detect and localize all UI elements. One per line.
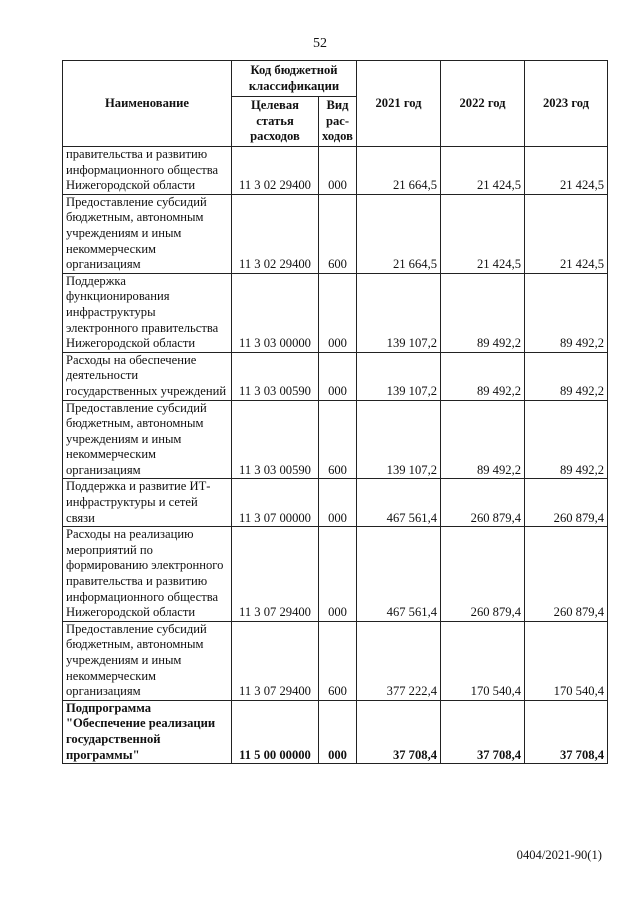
table-row	[63, 479, 608, 527]
table-row	[63, 700, 608, 763]
row-expense-type: 600	[319, 194, 357, 273]
row-name: Подпрограмма "Обеспечение реализации государственной программы"	[63, 700, 232, 763]
header-target-article: Целевая статья расходов	[232, 97, 319, 147]
row-amount-2021: 139 107,2	[357, 400, 441, 479]
row-target-article: 11 5 00 00000	[232, 700, 319, 763]
row-amount-2023: 21 424,5	[525, 194, 608, 273]
row-name: Расходы на обеспечение деятельности государственных учреждений	[63, 352, 232, 400]
row-expense-type: 000	[319, 479, 357, 527]
row-amount-2023: 89 492,2	[525, 352, 608, 400]
table-row	[63, 273, 608, 352]
row-expense-type: 600	[319, 621, 357, 700]
row-amount-2023: 260 879,4	[525, 479, 608, 527]
row-amount-2023: 89 492,2	[525, 400, 608, 479]
table-row	[63, 400, 608, 479]
row-amount-2021: 467 561,4	[357, 527, 441, 622]
header-expense-type: Вид рас-ходов	[319, 97, 357, 147]
table-body	[63, 147, 608, 764]
row-name: Предоставление субсидий бюджетным, автономным учреждениям и иным некоммерческим организациям	[63, 194, 232, 273]
row-amount-2022: 260 879,4	[441, 527, 525, 622]
row-target-article: 11 3 02 29400	[232, 147, 319, 195]
row-amount-2022: 21 424,5	[441, 147, 525, 195]
row-target-article: 11 3 02 29400	[232, 194, 319, 273]
row-amount-2023: 170 540,4	[525, 621, 608, 700]
table-row	[63, 621, 608, 700]
row-amount-2023: 37 708,4	[525, 700, 608, 763]
row-name: Поддержка функционирования инфраструктуры электронного правительства Нижегородской области	[63, 273, 232, 352]
row-amount-2023: 21 424,5	[525, 147, 608, 195]
row-amount-2021: 467 561,4	[357, 479, 441, 527]
row-expense-type: 000	[319, 273, 357, 352]
row-amount-2021: 139 107,2	[357, 352, 441, 400]
row-name: Предоставление субсидий бюджетным, автономным учреждениям и иным некоммерческим организациям	[63, 621, 232, 700]
row-target-article: 11 3 07 29400	[232, 621, 319, 700]
row-amount-2023: 89 492,2	[525, 273, 608, 352]
row-amount-2022: 89 492,2	[441, 400, 525, 479]
row-amount-2022: 170 540,4	[441, 621, 525, 700]
document-code: 0404/2021-90(1)	[516, 848, 602, 862]
row-name: Предоставление субсидий бюджетным, автономным учреждениям и иным некоммерческим организациям	[63, 400, 232, 479]
row-target-article: 11 3 07 00000	[232, 479, 319, 527]
table-row	[63, 194, 608, 273]
header-name: Наименование	[63, 61, 232, 147]
row-target-article: 11 3 03 00590	[232, 400, 319, 479]
row-amount-2022: 89 492,2	[441, 352, 525, 400]
row-expense-type: 000	[319, 700, 357, 763]
row-name: Поддержка и развитие ИТ-инфраструктуры и сетей связи	[63, 479, 232, 527]
row-expense-type: 000	[319, 527, 357, 622]
row-target-article: 11 3 03 00590	[232, 352, 319, 400]
row-name: Расходы на реализацию мероприятий по формированию электронного правительства и развитию информационного общества Нижегородской области	[63, 527, 232, 622]
row-target-article: 11 3 07 29400	[232, 527, 319, 622]
row-amount-2021: 21 664,5	[357, 147, 441, 195]
row-name: правительства и развитию информационного общества Нижегородской области	[63, 147, 232, 195]
row-amount-2021: 377 222,4	[357, 621, 441, 700]
page-number: 52	[313, 36, 327, 51]
table-header	[63, 61, 608, 147]
table-row	[63, 527, 608, 622]
row-amount-2022: 89 492,2	[441, 273, 525, 352]
row-amount-2022: 21 424,5	[441, 194, 525, 273]
header-2022: 2022 год	[441, 61, 525, 147]
row-expense-type: 000	[319, 352, 357, 400]
budget-table	[62, 60, 608, 764]
header-2023: 2023 год	[525, 61, 608, 147]
row-amount-2022: 260 879,4	[441, 479, 525, 527]
row-amount-2021: 37 708,4	[357, 700, 441, 763]
header-2021: 2021 год	[357, 61, 441, 147]
header-kbk-group: Код бюджетной классификации	[232, 61, 357, 97]
row-expense-type: 600	[319, 400, 357, 479]
row-amount-2021: 139 107,2	[357, 273, 441, 352]
row-amount-2023: 260 879,4	[525, 527, 608, 622]
row-expense-type: 000	[319, 147, 357, 195]
row-amount-2022: 37 708,4	[441, 700, 525, 763]
row-amount-2021: 21 664,5	[357, 194, 441, 273]
table-row	[63, 352, 608, 400]
row-target-article: 11 3 03 00000	[232, 273, 319, 352]
table-row	[63, 147, 608, 195]
